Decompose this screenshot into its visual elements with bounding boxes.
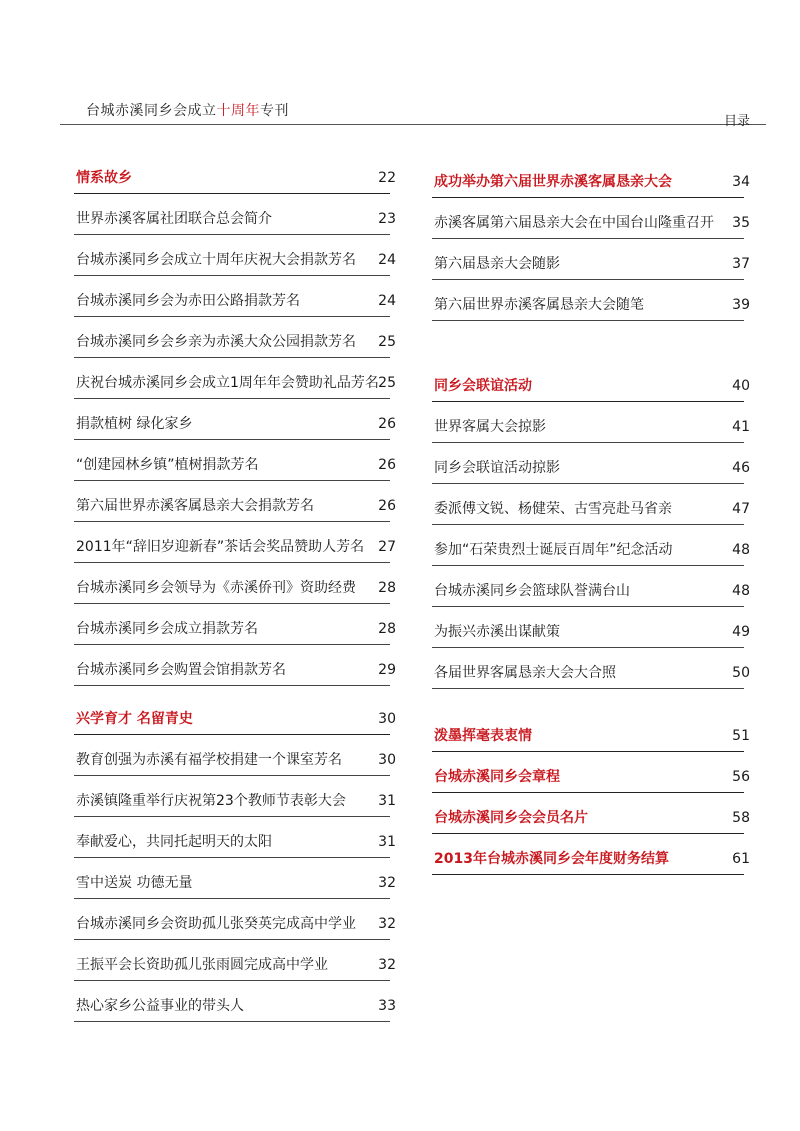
toc-entry[interactable]: 委派傅文锐、杨健荣、古雪亮赴马省亲 47	[432, 497, 750, 525]
toc-section-heading[interactable]: 兴学育才 名留青史 30	[74, 707, 396, 735]
toc-right-column	[432, 170, 750, 888]
toc-entry[interactable]: 第六届恳亲大会随影 37	[432, 252, 750, 280]
toc-section-heading[interactable]: 台城赤溪同乡会会员名片 58	[432, 806, 750, 834]
toc-section-heading[interactable]: 成功举办第六届世界赤溪客属恳亲大会 34	[432, 170, 750, 198]
toc-entry[interactable]: 台城赤溪同乡会篮球队誉满台山 48	[432, 579, 750, 607]
toc-entry[interactable]: 台城赤溪同乡会领导为《赤溪侨刊》资助经费 28	[74, 576, 396, 604]
header-title	[86, 100, 289, 120]
toc-entry[interactable]: 赤溪镇隆重举行庆祝第23个教师节表彰大会 31	[74, 789, 396, 817]
header-rule	[60, 124, 766, 125]
header-title-prefix: 台城赤溪同乡会成立	[86, 103, 217, 119]
toc-entry[interactable]: “创建园林乡镇”植树捐款芳名 26	[74, 453, 396, 481]
toc-entry[interactable]: 参加“石荣贵烈士诞辰百周年”纪念活动 48	[432, 538, 750, 566]
toc-entry[interactable]: 台城赤溪同乡会乡亲为赤溪大众公园捐款芳名 25	[74, 330, 396, 358]
toc-entry[interactable]: 第六届世界赤溪客属恳亲大会捐款芳名 26	[74, 494, 396, 522]
toc-entry[interactable]: 2011年“辞旧岁迎新春”茶话会奖品赞助人芳名 27	[74, 535, 396, 563]
header-title-suffix: 专刊	[260, 103, 289, 119]
toc-entry[interactable]: 第六届世界赤溪客属恳亲大会随笔 39	[432, 293, 750, 321]
toc-section-heading[interactable]: 台城赤溪同乡会章程 56	[432, 765, 750, 793]
toc-entry[interactable]: 王振平会长资助孤儿张雨圆完成高中学业 32	[74, 953, 396, 981]
toc-section-heading[interactable]: 情系故乡 22	[74, 166, 396, 194]
toc-entry[interactable]: 同乡会联谊活动掠影 46	[432, 456, 750, 484]
toc-entry[interactable]: 台城赤溪同乡会资助孤儿张癸英完成高中学业 32	[74, 912, 396, 940]
toc-entry[interactable]: 世界客属大会掠影 41	[432, 415, 750, 443]
toc-label: 目录	[724, 114, 751, 129]
toc-section-heading[interactable]: 同乡会联谊活动 40	[432, 374, 750, 402]
toc-entry[interactable]: 为振兴赤溪出谋献策 49	[432, 620, 750, 648]
toc-section-heading[interactable]: 泼墨挥毫表衷情 51	[432, 724, 750, 752]
toc-entry[interactable]: 台城赤溪同乡会成立十周年庆祝大会捐款芳名 24	[74, 248, 396, 276]
toc-entry[interactable]: 台城赤溪同乡会为赤田公路捐款芳名 24	[74, 289, 396, 317]
toc-entry[interactable]: 台城赤溪同乡会成立捐款芳名 28	[74, 617, 396, 645]
toc-entry[interactable]: 台城赤溪同乡会购置会馆捐款芳名 29	[74, 658, 396, 686]
toc-left-column	[74, 166, 396, 1035]
toc-entry[interactable]: 捐款植树 绿化家乡 26	[74, 412, 396, 440]
toc-entry[interactable]: 各届世界客属恳亲大会大合照 50	[432, 661, 750, 689]
toc-entry[interactable]: 教育创强为赤溪有福学校捐建一个课室芳名 30	[74, 748, 396, 776]
toc-entry[interactable]: 奉献爱心，共同托起明天的太阳 31	[74, 830, 396, 858]
toc-entry[interactable]: 庆祝台城赤溪同乡会成立1周年年会赞助礼品芳名 25	[74, 371, 396, 399]
toc-entry[interactable]: 热心家乡公益事业的带头人 33	[74, 994, 396, 1022]
toc-entry[interactable]: 雪中送炭 功德无量 32	[74, 871, 396, 899]
toc-entry[interactable]: 赤溪客属第六届恳亲大会在中国台山隆重召开 35	[432, 211, 750, 239]
toc-entry[interactable]: 世界赤溪客属社团联合总会简介 23	[74, 207, 396, 235]
toc-section-heading[interactable]: 2013年台城赤溪同乡会年度财务结算 61	[432, 847, 750, 875]
header-title-highlight: 十周年	[216, 103, 260, 119]
